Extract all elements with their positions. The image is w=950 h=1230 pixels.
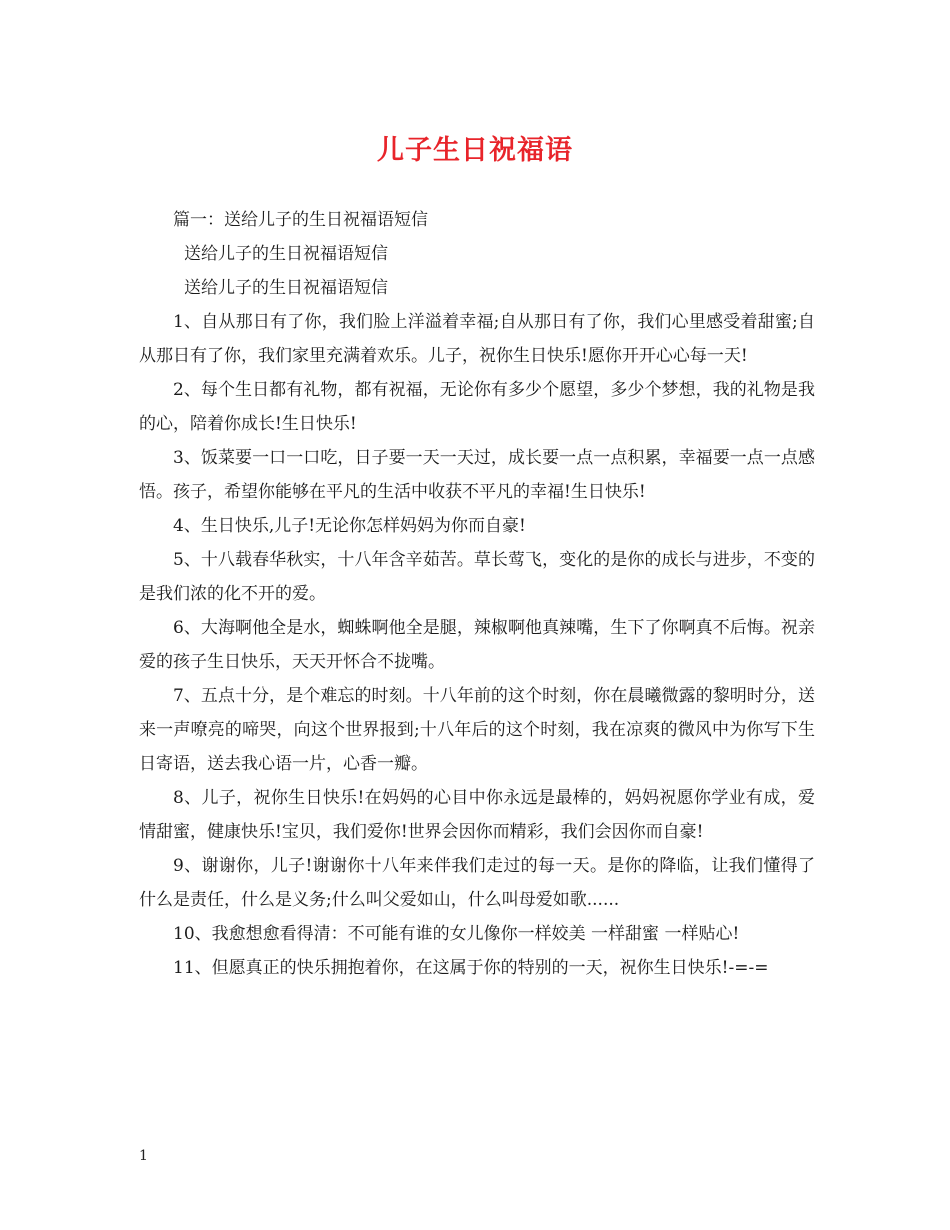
subheading: 送给儿子的生日祝福语短信 (184, 244, 388, 264)
document-body (139, 203, 815, 985)
paragraph: 5、十八载春华秋实，十八年含辛茹苦。草长莺飞，变化的是你的成长与进步，不变的是我们浓的化不开的爱。 (139, 550, 815, 604)
paragraph: 4、生日快乐,儿子!无论你怎样妈妈为你而自豪! (173, 516, 526, 536)
paragraph: 3、饭菜要一口一口吃，日子要一天一天过，成长要一点一点积累，幸福要一点一点感悟。孩子，希望你能够在平凡的生活中收获不平凡的幸福!生日快乐! (139, 448, 815, 502)
page-number: 1 (139, 1148, 148, 1164)
paragraph: 2、每个生日都有礼物，都有祝福，无论你有多少个愿望，多少个梦想，我的礼物是我的心，陪着你成长!生日快乐! (139, 380, 815, 434)
document-title: 儿子生日祝福语 (377, 135, 573, 166)
paragraph: 6、大海啊他全是水，蜘蛛啊他全是腿，辣椒啊他真辣嘴，生下了你啊真不后悔。祝亲爱的孩子生日快乐，天天开怀合不拢嘴。 (139, 618, 815, 672)
paragraph: 11、但愿真正的快乐拥抱着你，在这属于你的特别的一天，祝你生日快乐!-=-= (173, 958, 769, 978)
paragraph: 1、自从那日有了你，我们脸上洋溢着幸福;自从那日有了你，我们心里感受着甜蜜;自从那日有了你，我们家里充满着欢乐。儿子，祝你生日快乐!愿你开开心心每一天! (139, 312, 815, 366)
paragraph: 7、五点十分，是个难忘的时刻。十八年前的这个时刻，你在晨曦微露的黎明时分，送来一声嘹亮的啼哭，向这个世界报到;十八年后的这个时刻，我在凉爽的微风中为你写下生日寄语，送去我心语一片，心香一瓣。 (139, 686, 815, 774)
section-heading: 篇一：送给儿子的生日祝福语短信 (173, 210, 428, 230)
paragraph: 8、儿子，祝你生日快乐!在妈妈的心目中你永远是最棒的，妈妈祝愿你学业有成，爱情甜蜜，健康快乐!宝贝，我们爱你!世界会因你而精彩，我们会因你而自豪! (139, 788, 815, 842)
subheading: 送给儿子的生日祝福语短信 (184, 278, 388, 298)
paragraph: 9、谢谢你，儿子!谢谢你十八年来伴我们走过的每一天。是你的降临，让我们懂得了什么是责任，什么是义务;什么叫父爱如山，什么叫母爱如歌...... (139, 856, 815, 910)
paragraph: 10、我愈想愈看得清：不可能有谁的女儿像你一样姣美 一样甜蜜 一样贴心! (173, 924, 740, 944)
